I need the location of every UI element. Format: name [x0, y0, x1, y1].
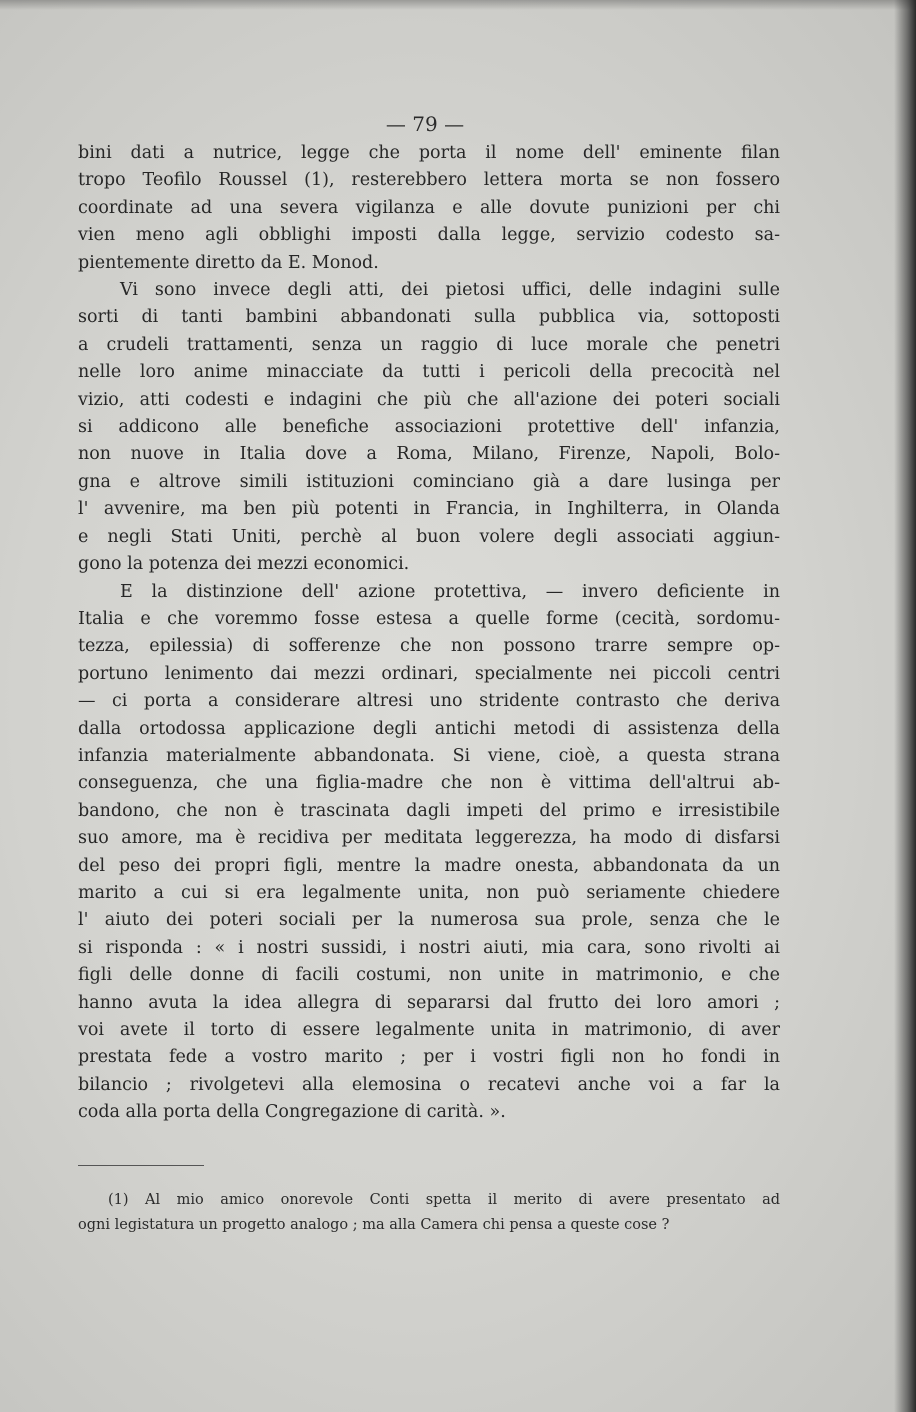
- text-line: Vi sono invece degli atti, dei pietosi uffici, delle indagini sulle: [120, 280, 780, 301]
- text-line: voi avete il torto di essere legalmente unita in matrimonio, di aver: [78, 1020, 780, 1040]
- footnote-line: (1) Al mio amico onorevole Conti spetta il merito di avere presentato ad: [108, 1192, 780, 1208]
- text-line: portuno lenimento dai mezzi ordinari, specialmente nei piccoli centri: [78, 663, 780, 684]
- text-line: vizio, atti codesti e indagini che più che all'azione dei poteri sociali: [78, 389, 780, 410]
- text-line: Italia e che voremmo fosse estesa a quelle forme (cecità, sordomu-: [78, 608, 780, 629]
- text-line: tezza, epilessia) di sofferenze che non possono trarre sempre op-: [78, 636, 780, 657]
- text-line: pientemente diretto da E. Monod.: [78, 252, 379, 273]
- page-binding-shadow: [894, 0, 916, 1412]
- text-line: del peso dei propri figli, mentre la madre onesta, abbandonata da un: [78, 855, 780, 876]
- text-line: bini dati a nutrice, legge che porta il nome dell' eminente filan: [78, 143, 780, 163]
- text-line: si addicono alle benefiche associazioni protettive dell' infanzia,: [78, 417, 780, 438]
- text-line: figli delle donne di facili costumi, non unite in matrimonio, e che: [78, 965, 780, 986]
- text-line: conseguenza, che una figlia-madre che non è vittima dell'altrui ab-: [78, 773, 780, 794]
- footnotes: [78, 1188, 780, 1238]
- body-text: [78, 140, 780, 1127]
- text-line: dalla ortodossa applicazione degli antichi metodi di assistenza della: [78, 718, 780, 739]
- text-line: l' avvenire, ma ben più potenti in Francia, in Inghilterra, in Olanda: [78, 499, 780, 520]
- text-line: non nuove in Italia dove a Roma, Milano, Firenze, Napoli, Bolo-: [78, 444, 780, 465]
- text-line: bandono, che non è trascinata dagli impeti del primo e irresistibile: [78, 800, 780, 821]
- text-line: gna e altrove simili istituzioni cominciano già a dare lusinga per: [78, 471, 780, 492]
- text-line: e negli Stati Uniti, perchè al buon volere degli associati aggiun-: [78, 526, 780, 547]
- text-line: a crudeli trattamenti, senza un raggio di luce morale che penetri: [78, 334, 780, 355]
- text-line: gono la potenza dei mezzi economici.: [78, 554, 410, 575]
- text-line: infanzia materialmente abbandonata. Si viene, cioè, a questa strana: [78, 745, 780, 766]
- text-line: l' aiuto dei poteri sociali per la numerosa sua prole, senza che le: [78, 910, 780, 931]
- text-line: vien meno agli obblighi imposti dalla legge, servizio codesto sa-: [78, 225, 780, 246]
- text-line: coordinate ad una severa vigilanza e alle dovute punizioni per chi: [78, 197, 780, 218]
- text-line: hanno avuta la idea allegra di separarsi dal frutto dei loro amori ;: [78, 992, 780, 1013]
- footnote-line: ogni legistatura un progetto analogo ; ma alla Camera chi pensa a queste cose ?: [78, 1217, 670, 1233]
- text-line: marito a cui si era legalmente unita, non può seriamente chiedere: [78, 882, 780, 903]
- text-line: suo amore, ma è recidiva per meditata leggerezza, ha modo di disfarsi: [78, 828, 780, 849]
- page-number: — 79 —: [385, 112, 465, 136]
- text-line: bilancio ; rivolgetevi alla elemosina o recatevi anche voi a far la: [78, 1074, 780, 1095]
- text-line: nelle loro anime minacciate da tutti i pericoli della precocità nel: [78, 362, 780, 383]
- text-line: sorti di tanti bambini abbandonati sulla pubblica via, sottoposti: [78, 307, 780, 328]
- page-top-shadow: [0, 0, 916, 10]
- footnote-divider: [78, 1165, 204, 1166]
- text-line: si risponda : « i nostri sussidi, i nostri aiuti, mia cara, sono rivolti ai: [78, 937, 780, 958]
- text-line: coda alla porta della Congregazione di carità. ».: [78, 1102, 506, 1123]
- text-line: tropo Teofilo Roussel (1), resterebbero lettera morta se non fossero: [78, 170, 780, 191]
- text-line: E la distinzione dell' azione protettiva, — invero deficiente in: [120, 581, 780, 602]
- text-line: prestata fede a vostro marito ; per i vostri figli non ho fondi in: [78, 1047, 780, 1068]
- text-line: — ci porta a considerare altresi uno stridente contrasto che deriva: [78, 691, 780, 712]
